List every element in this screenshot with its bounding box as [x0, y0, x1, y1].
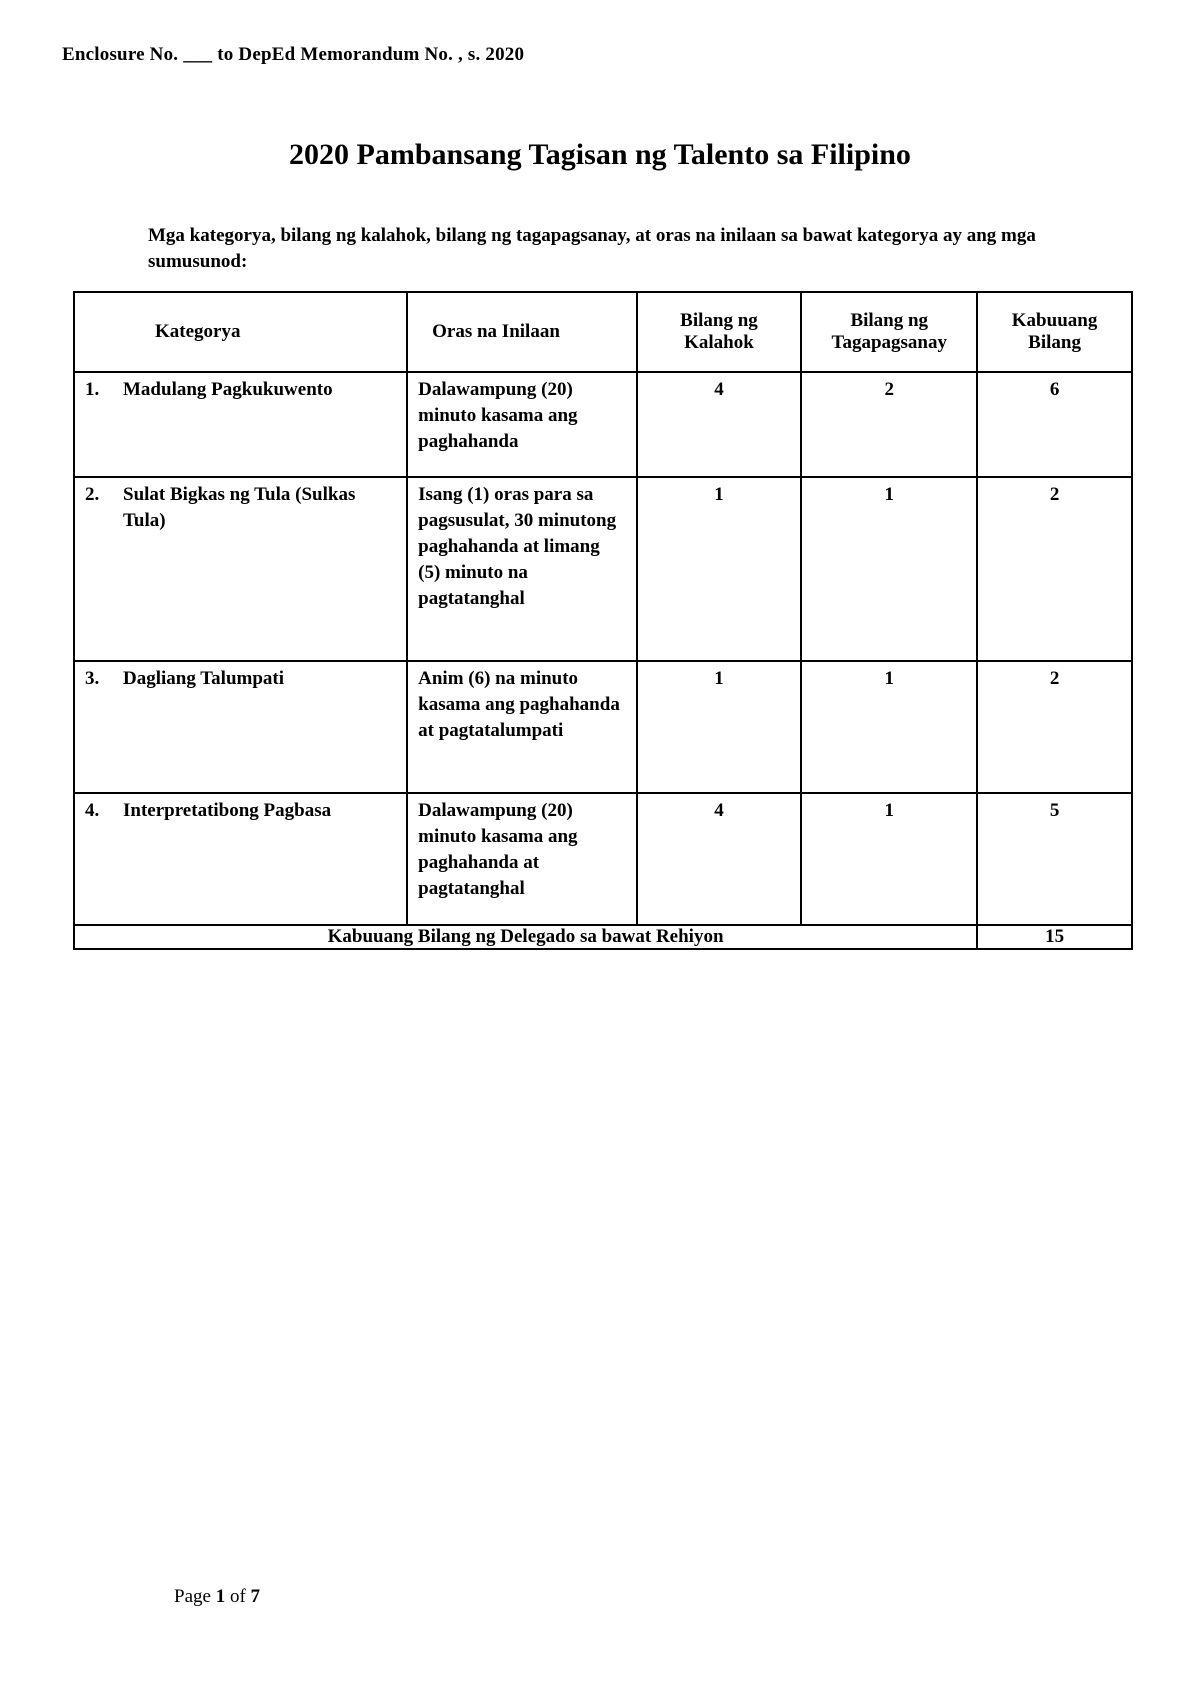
row-tagapagsanay: 1	[801, 477, 977, 661]
page-word: Page	[174, 1586, 211, 1607]
row-kategorya-cell	[74, 477, 407, 661]
row-kabuuan: 2	[977, 477, 1132, 661]
row-kalahok: 4	[637, 372, 802, 477]
of-word: of	[229, 1586, 246, 1607]
row-kategorya-cell	[74, 372, 407, 477]
header-tagapagsanay: Bilang ng Tagapagsanay	[801, 292, 977, 372]
table-row	[74, 477, 1132, 661]
table-row	[74, 793, 1132, 925]
row-kabuuan: 2	[977, 661, 1132, 793]
row-kategorya-cell	[74, 793, 407, 925]
row-kalahok: 1	[637, 477, 802, 661]
row-oras: Dalawampung (20) minuto kasama ang paghahanda	[407, 372, 636, 477]
header-kabuuan: Kabuuang Bilang	[977, 292, 1132, 372]
enclosure-header: Enclosure No. ___ to DepEd Memorandum No. , s. 2020	[62, 44, 525, 65]
row-kalahok: 4	[637, 793, 802, 925]
row-kategorya: Sulat Bigkas ng Tula (Sulkas Tula)	[123, 484, 356, 531]
table-header-row	[74, 292, 1132, 372]
document-title: 2020 Pambansang Tagisan ng Talento sa Filipino	[289, 138, 911, 171]
page-total: 7	[250, 1586, 261, 1607]
row-oras: Anim (6) na minuto kasama ang paghahanda at pagtatalumpati	[407, 661, 636, 793]
row-kategorya: Dagliang Talumpati	[123, 668, 285, 689]
header-kategorya: Kategorya	[74, 292, 407, 372]
categories-table	[73, 291, 1133, 950]
table-row	[74, 372, 1132, 477]
header-kalahok: Bilang ng Kalahok	[637, 292, 802, 372]
row-kabuuan: 6	[977, 372, 1132, 477]
row-tagapagsanay: 1	[801, 661, 977, 793]
row-number: 2.	[85, 484, 100, 505]
row-kategorya: Madulang Pagkukuwento	[123, 379, 333, 400]
row-number: 3.	[85, 668, 100, 689]
table-row	[74, 661, 1132, 793]
row-oras: Isang (1) oras para sa pagsusulat, 30 minutong paghahanda at limang (5) minuto na pagtatanghal	[407, 477, 636, 661]
page-current: 1	[215, 1586, 226, 1607]
row-tagapagsanay: 1	[801, 793, 977, 925]
total-label: Kabuuang Bilang ng Delegado sa bawat Rehiyon	[74, 925, 977, 949]
total-row	[74, 925, 1132, 949]
row-number: 1.	[85, 379, 100, 400]
row-kabuuan: 5	[977, 793, 1132, 925]
row-number: 4.	[85, 800, 100, 821]
row-tagapagsanay: 2	[801, 372, 977, 477]
intro-paragraph: Mga kategorya, bilang ng kalahok, bilang ng tagapagsanay, at oras na inilaan sa bawat kategorya ay ang mga sumusunod:	[148, 225, 1036, 272]
row-kategorya: Interpretatibong Pagbasa	[123, 800, 332, 821]
page-footer	[174, 1586, 260, 1608]
row-kategorya-cell	[74, 661, 407, 793]
row-kalahok: 1	[637, 661, 802, 793]
header-oras: Oras na Inilaan	[407, 292, 636, 372]
total-value: 15	[977, 925, 1132, 949]
row-oras: Dalawampung (20) minuto kasama ang paghahanda at pagtatanghal	[407, 793, 636, 925]
